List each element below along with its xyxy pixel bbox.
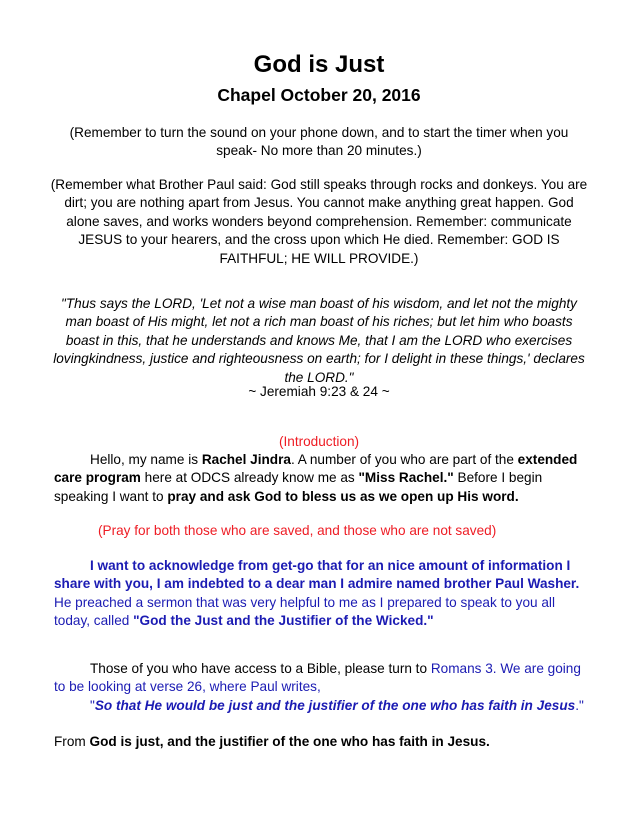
romans-text-b: We are going to be looking at verse 26, where Paul writes,: [54, 661, 581, 695]
speaker-name: Rachel Jindra: [201, 452, 291, 467]
romans-reference: Romans 3.: [430, 661, 497, 676]
from-text-a: From: [54, 734, 90, 749]
romans-text-a: Those of you who have access to a Bible, please turn to: [90, 661, 431, 676]
sermon-title: "God the Just and the Justifier of the Wicked.": [133, 613, 434, 629]
introduction-label: (Introduction): [278, 434, 360, 449]
page-subtitle: Chapel October 20, 2016: [217, 85, 421, 105]
intro-text-a: Hello, my name is: [90, 452, 202, 467]
romans-quote: So that He would be just and the justifier of the one who has faith in Jesus: [94, 697, 576, 713]
intro-text-d: Before I begin speaking I want to: [54, 470, 543, 504]
acknowledgement-paragraph: [54, 557, 588, 631]
prayer-note: (Pray for both those who are saved, and those who are not saved): [98, 523, 497, 538]
quote-open: ": [90, 697, 95, 713]
acknowledgement-text: He preached a sermon that was very helpful to me as I prepared to speak to you all today, called: [54, 594, 555, 629]
from-text-b: God is just, and the justifier of the one who has faith in Jesus.: [89, 734, 490, 749]
intro-paragraph: [54, 451, 588, 506]
intro-text-b: . A number of you who are part of the: [290, 452, 518, 467]
scripture-reference: ~ Jeremiah 9:23 & 24 ~: [248, 384, 390, 399]
timer-note: (Remember to turn the sound on your phone down, and to start the timer when you speak- No more than 20 minutes.): [69, 125, 569, 159]
prayer-request: pray and ask God to bless us as we open up His word.: [167, 488, 519, 504]
page-title: God is Just: [253, 51, 385, 78]
brother-paul-note: (Remember what Brother Paul said: God still speaks through rocks and donkeys. You are dirt; you are nothing apart from Jesus. You cannot make anything great happen. God alone saves, and works wonders beyond comprehension. Remember: communicate JESUS to your hearers, and the cross upon which He died. Remember: GOD IS FAITHFUL; HE WILL PROVIDE.): [50, 177, 588, 266]
acknowledgement-bold: I want to acknowledge from get-go that for an nice amount of information I share with you, I am indebted to a dear man I admire named brother Paul Washer.: [54, 558, 580, 592]
nickname: "Miss Rachel.": [358, 470, 454, 486]
romans-paragraph: [54, 660, 588, 715]
quote-close: .": [575, 697, 584, 713]
intro-text-c: here at ODCS already know me as: [140, 470, 359, 486]
from-line: [54, 733, 588, 751]
scripture-quote: "Thus says the LORD, 'Let not a wise man boast of his wisdom, and let not the mighty man boast of His might, let not a rich man boast of his riches; but let him who boasts boast in this, that he understands and knows Me, that I am the LORD who exercises lovingkindness, justice and righteousness on earth; for I delight in these things,' declares the LORD.": [53, 296, 585, 385]
program-name: extended care program: [54, 452, 578, 486]
